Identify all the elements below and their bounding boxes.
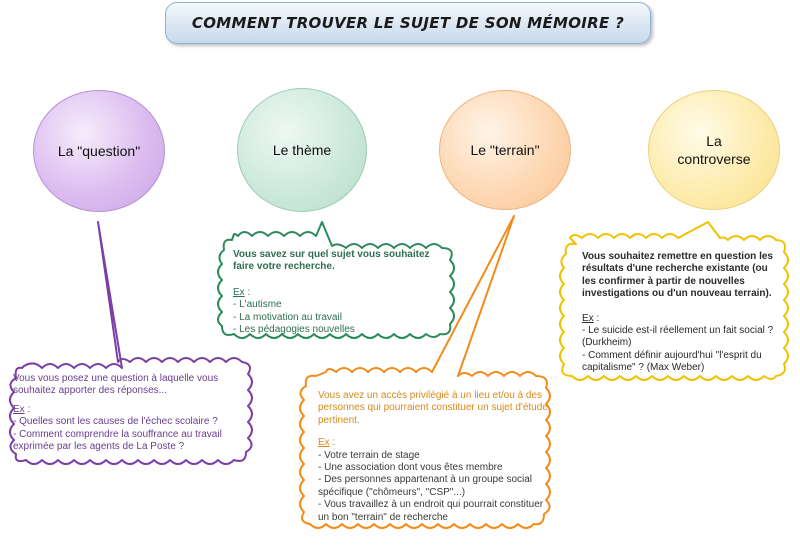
bubble-controverse-lead: Vous souhaitez remettre en question les résultats d'une recherche existante (ou les confirmer à partir de nouvelles investigations ou d'un nouveau terrain). [582, 251, 773, 300]
bubble-theme-list [233, 299, 443, 336]
list-item: - L'autisme [233, 299, 282, 311]
page-title: COMMENT TROUVER LE SUJET DE SON MÉMOIRE ? [191, 14, 625, 32]
circle-question-label: La "question" [57, 143, 141, 159]
circle-theme-label: Le thème [272, 142, 332, 158]
list-item: - Des personnes appartenant à un groupe social spécifique ("chômeurs", "CSP"...) [318, 474, 533, 498]
list-item: - Comment comprendre la souffrance au travail exprimée par les agents de La Poste ? [13, 428, 222, 453]
bubble-terrain-lead: Vous avez un accès privilégié à un lieu et/ou à des personnes qui pourraient constituer un sujet d'étude pertinent. [318, 390, 548, 426]
bubble-theme-lead: Vous savez sur quel sujet vous souhaitez faire votre recherche. [233, 249, 430, 273]
bubble-terrain [318, 390, 550, 524]
bubble-terrain-ex [318, 437, 550, 449]
circle-controverse-line1: La [706, 133, 722, 149]
bubble-question-ex-suffix: : [24, 403, 31, 415]
list-item: - La motivation au travail [233, 311, 342, 323]
bubble-controverse-ex [582, 313, 782, 325]
bubble-question-lead: Vous vous posez une question à laquelle vous souhaitez apporter des réponses... [13, 373, 219, 397]
bubble-theme [233, 249, 443, 336]
circle-terrain-label: Le "terrain" [470, 142, 540, 158]
bubble-controverse-ex-suffix: : [593, 312, 600, 324]
bubble-controverse [582, 251, 782, 375]
bubble-controverse-list [582, 325, 782, 375]
list-item: - Votre terrain de stage [318, 449, 420, 461]
list-item: - Vous travaillez à un endroit qui pourrait constituer un bon "terrain" de recherche [318, 499, 544, 523]
bubble-terrain-ex-suffix: : [329, 437, 336, 449]
bubble-question-ex [13, 404, 249, 416]
bubble-theme-ex [233, 287, 443, 299]
bubble-controverse-ex-label: Ex [582, 312, 594, 324]
list-item: - Le suicide est-il réellement un fait social ? (Durkheim) [582, 325, 774, 349]
list-item: - Comment définir aujourd'hui "l'esprit du capitalisme" ? (Max Weber) [582, 349, 762, 374]
list-item: - Une association dont vous êtes membre [318, 462, 503, 474]
bubble-question-list [13, 416, 249, 453]
circle-controverse-line2: controverse [677, 151, 751, 167]
list-item: - Quelles sont les causes de l'échec scolaire ? [13, 416, 218, 428]
bubble-question [13, 373, 249, 453]
bubble-question-ex-label: Ex [13, 403, 25, 415]
bubble-terrain-ex-label: Ex [318, 437, 330, 449]
bubble-theme-ex-label: Ex [233, 286, 245, 298]
bubble-terrain-list [318, 450, 550, 524]
bubble-theme-ex-suffix: : [244, 286, 251, 298]
list-item: - Les pédagogies nouvelles [233, 324, 355, 336]
